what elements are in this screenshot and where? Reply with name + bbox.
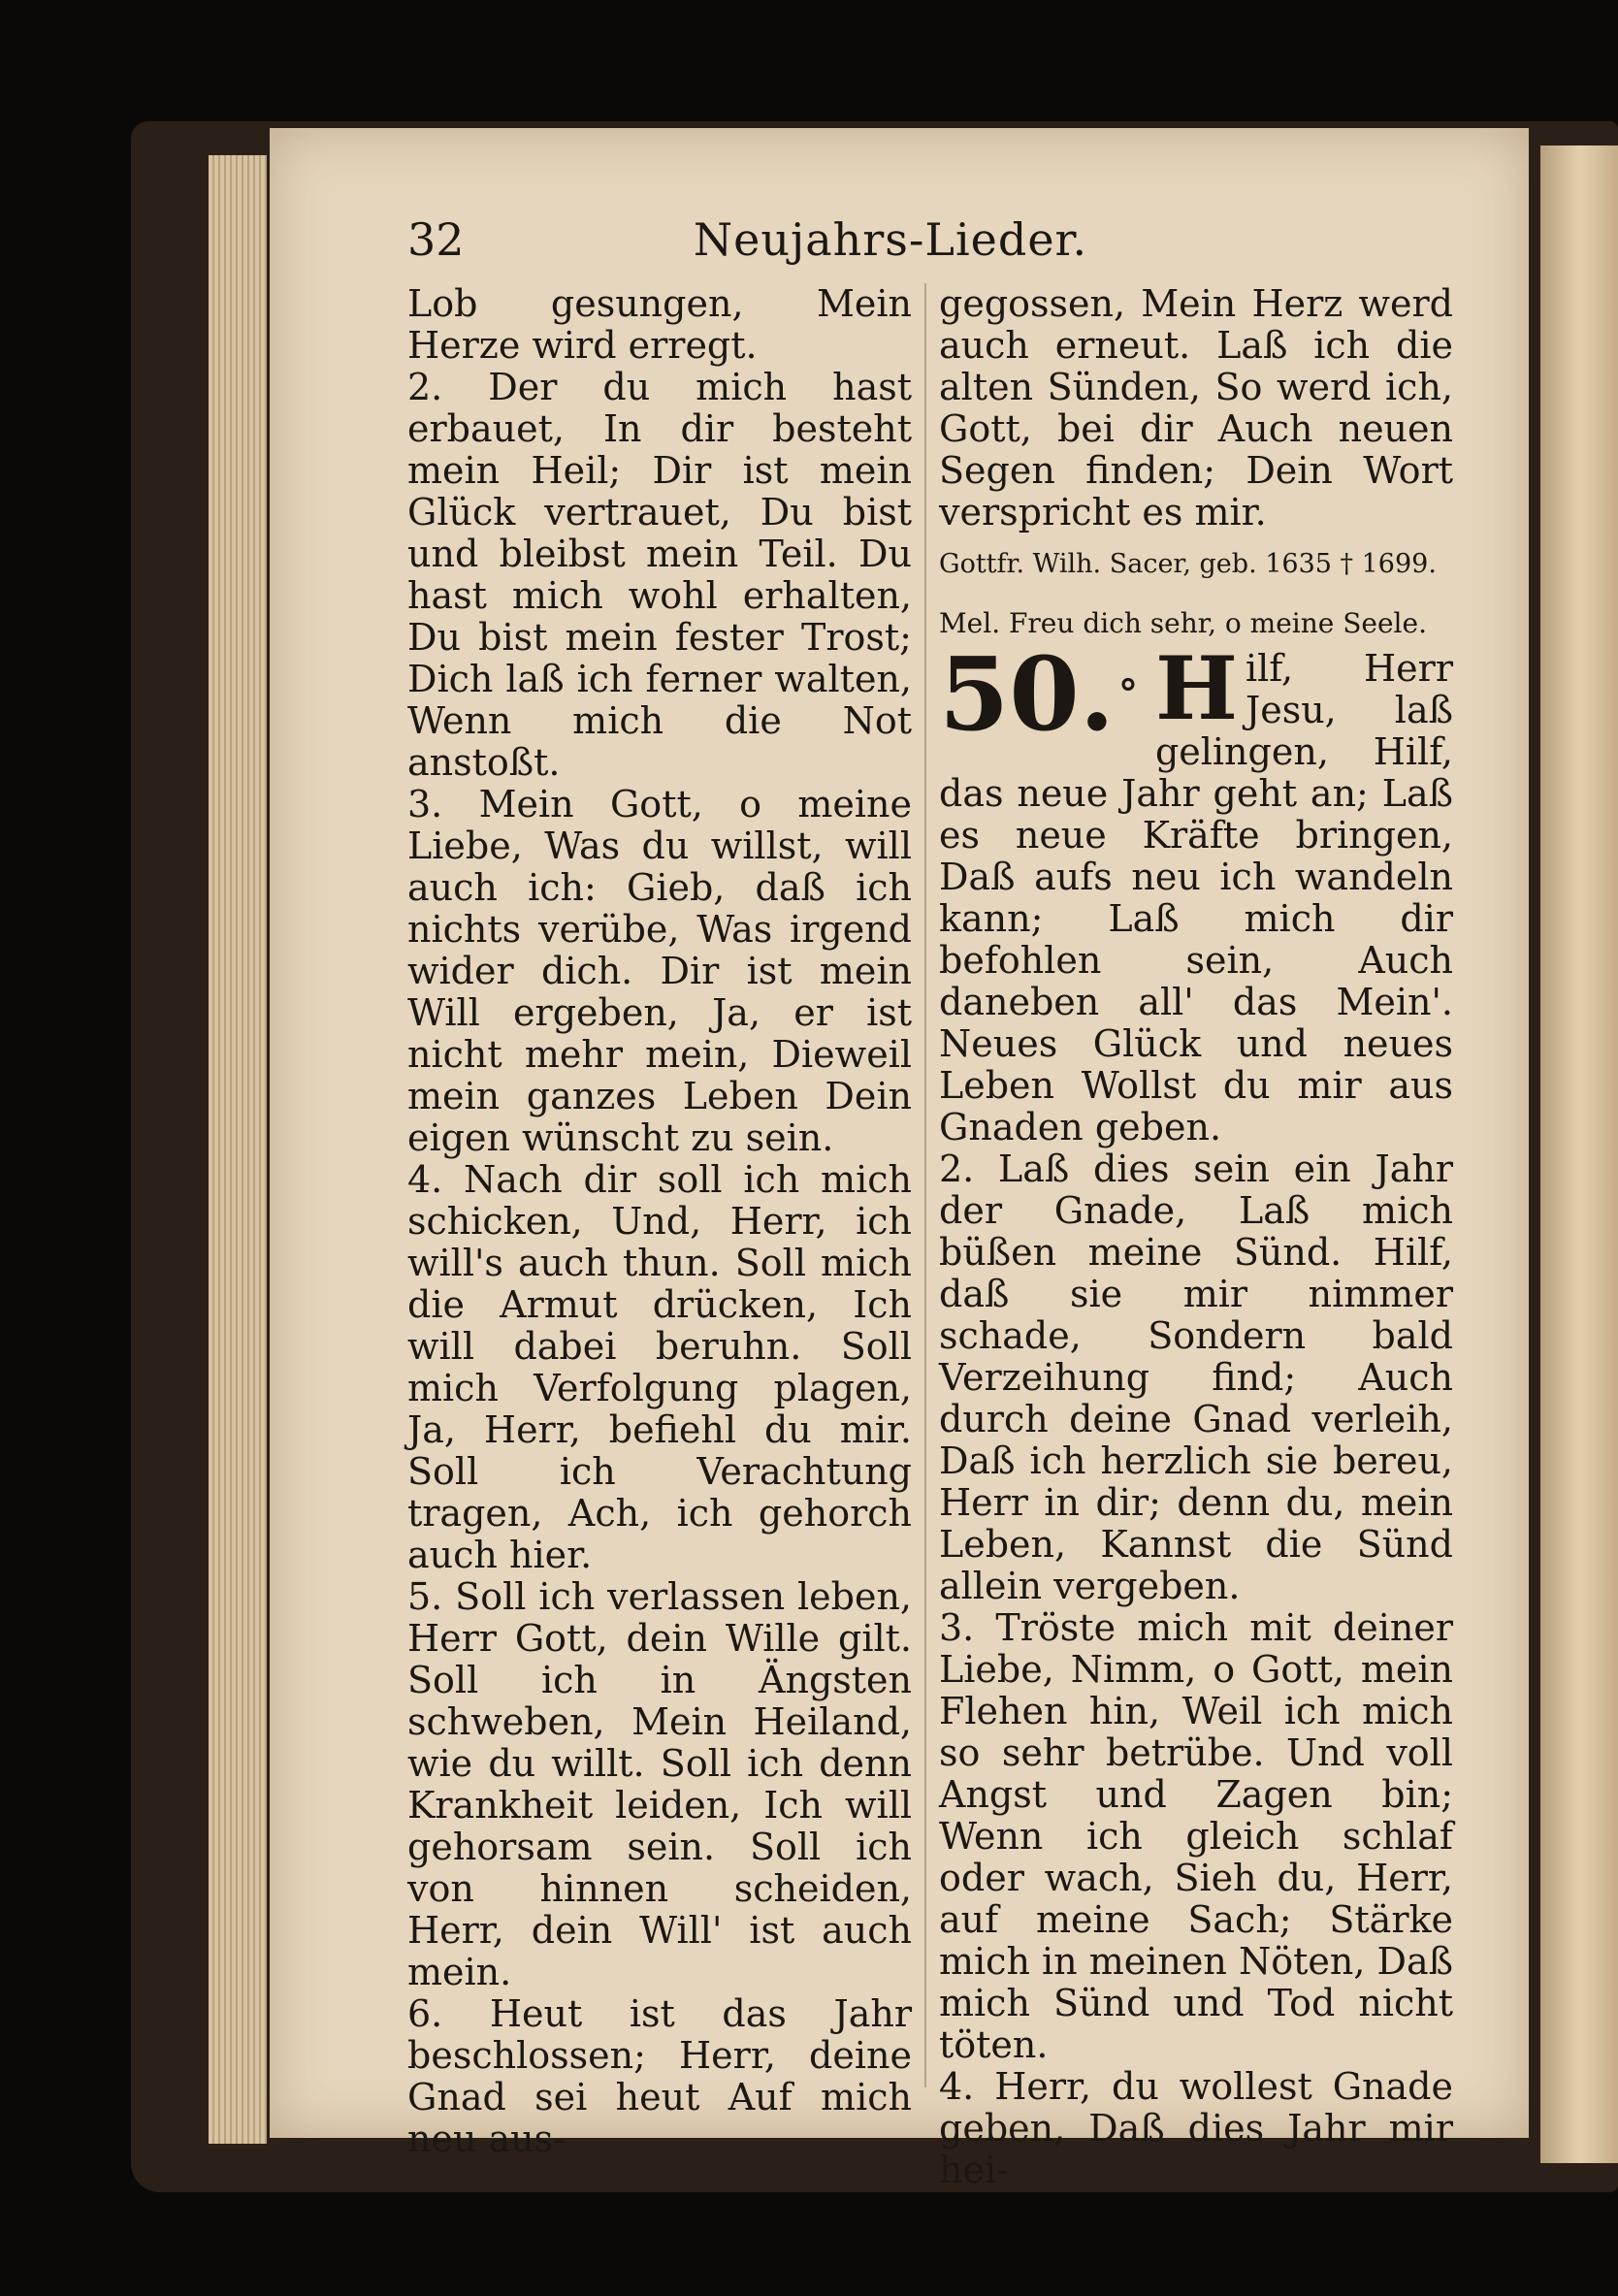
hymn-number	[939, 634, 1138, 754]
column-divider	[924, 283, 926, 2087]
verse-2: 2. Laß dies sein ein Jahr der Gnade, Laß mich büßen meine Sünd. Hilf, daß sie mir nimmer schade, Sondern bald Verzeihung find; Auch durch deine Gnad verleih, Daß ich herzlich sie bereu, Herr in dir; denn du, mein Leben, Kannst die Sünd allein vergeben.	[939, 1148, 1453, 1607]
author-attribution: Gottfr. Wilh. Sacer, geb. 1635 † 1699.	[939, 549, 1437, 579]
book-page	[270, 128, 1529, 2191]
page-edges	[209, 155, 267, 2144]
verse-2: 2. Der du mich hast erbauet, In dir besteht mein Heil; Dir ist mein Glück vertrauet, Du bist und bleibst mein Teil. Du hast mich wohl erhalten, Du bist mein fester Trost; Dich laß ich ferner walten, Wenn mich die Not anstoßt.	[407, 366, 912, 784]
verse-text: ilf, Herr Jesu, laß gelingen, Hilf, das neue Jahr geht an; Laß es neue Kräfte bringen, Daß aufs neu ich wandeln kann; Laß mich dir befohlen sein, Auch daneben all' das Mein'. Neues Glück und neues Leben Wollst du mir aus Gnaden geben.	[939, 647, 1453, 1148]
next-page-edge	[1540, 146, 1618, 2163]
verse-3: 3. Mein Gott, o meine Liebe, Was du willst, will auch ich: Gieb, daß ich nichts verübe, Was irgend wider dich. Dir ist mein Will ergeben, Ja, er ist nicht mehr mein, Dieweil mein ganzes Leben Dein eigen wünscht zu sein.	[407, 783, 912, 1159]
page-header	[407, 213, 1374, 281]
paragraph: Lob gesungen, Mein Herze wird erregt.	[407, 282, 912, 367]
paragraph: gegossen, Mein Herz werd auch erneut. Laß ich die alten Sünden, So werd ich, Gott, bei dir Auch neuen Segen finden; Dein Wort verspricht es mir.	[939, 282, 1453, 534]
verse-6: 6. Heut ist das Jahr beschlossen; Herr, deine Gnad sei heut Auf mich neu aus-	[407, 1992, 912, 2160]
melody-note: Mel. Freu dich sehr, o meine Seele.	[939, 607, 1427, 639]
verse-4: 4. Nach dir soll ich mich schicken, Und, Herr, ich will's auch thun. Soll mich die Armut drücken, Ich will dabei beruhn. Soll mich Verfolgung plagen, Ja, Herr, befiehl du mir. Soll ich Verachtung tragen, Ach, ich gehorch auch hier.	[407, 1158, 912, 1576]
verse-4: 4. Herr, du wollest Gnade geben, Daß dies Jahr mir hei-	[939, 2065, 1453, 2191]
hymn-number-text: 50.	[939, 634, 1115, 754]
right-column	[939, 283, 1453, 2191]
verse-5: 5. Soll ich verlassen leben, Herr Gott, dein Wille gilt. Soll ich in Ängsten schweben, Mein Heiland, wie du willt. Soll ich denn Krankheit leiden, Ich will gehorsam sein. Soll ich von hinnen scheiden, Herr, dein Will' ist auch mein.	[407, 1575, 912, 1993]
page-number: 32	[407, 213, 465, 266]
hymn-50-verse-1	[939, 634, 1453, 1148]
verse-3: 3. Tröste mich mit deiner Liebe, Nimm, o Gott, mein Flehen hin, Weil ich mich so sehr betrübe. Und voll Angst und Zagen bin; Wenn ich gleich schlaf oder wach, Sieh du, Herr, auf meine Sach; Stärke mich in meinen Nöten, Daß mich Sünd und Tod nicht töten.	[939, 1606, 1453, 2066]
hymn-number-mark: °	[1117, 671, 1138, 717]
running-head: Neujahrs-Lieder.	[693, 213, 1088, 266]
drop-cap: H	[1154, 637, 1238, 740]
left-column	[407, 283, 912, 2160]
